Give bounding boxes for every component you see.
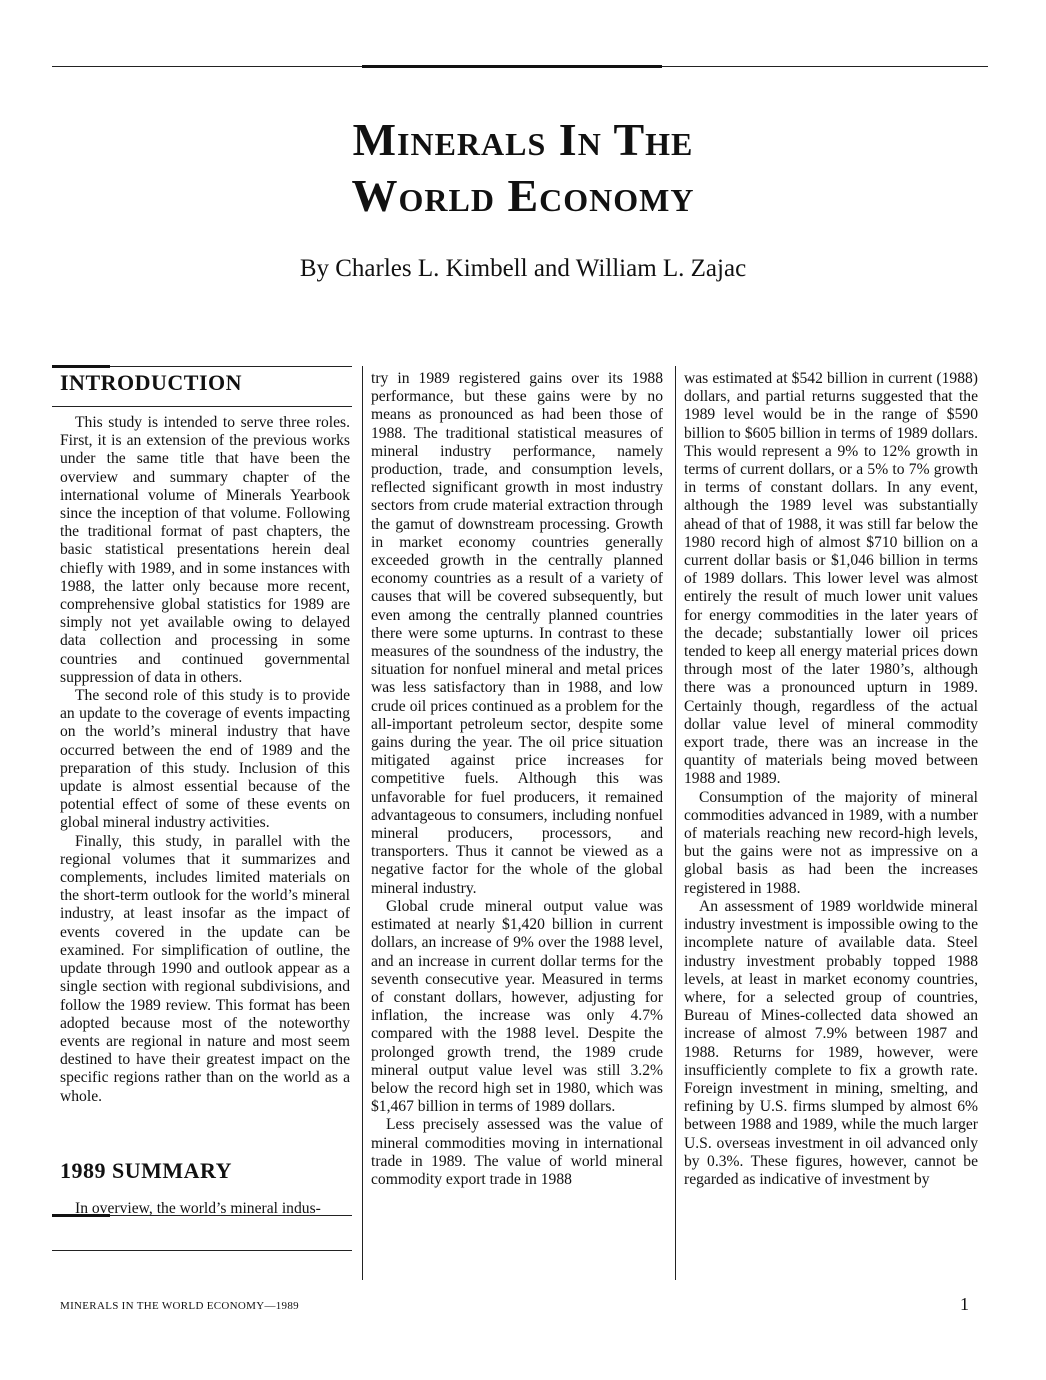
summary-paragraph: An assessment of 1989 worldwide mineral industry investment is impossible owing to the incomplete nature of available data. Steel industry investment probably topped 1988 levels, at least in market economy countries, where, for a selected group of countries, Bureau of Mines-collected data showed an increase of almost 7.9% between 1987 and 1988. Returns for 1989, however, were insufficiently complete to fix a growth rate. Foreign investment in mining, smelting, and refining by U.S. firms slumped by almost 6% between 1988 and 1989, while the much larger U.S. overseas investment in oil advanced only by 0.3%. These figures, however, cannot be regarded as indicative of investment by [684, 897, 978, 1188]
page-title [0, 112, 1046, 224]
introduction-paragraph: Finally, this study, in parallel with the regional volumes that it summarizes and complements, includes limited materials on the short-term outlook for the world’s mineral industry, at least insofar as the impact of events covered in the update can be examined. For simplification of outline, the update through 1990 and outlook appear as a single section with regional subdivisions, and follow the 1989 review. This format has been adopted because most of the noteworthy events are regional in nature and most seem destined to have their greatest impact on the specific regions rather than on the world as a whole. [60, 832, 350, 1105]
summary-paragraph-3-continued: was estimated at $542 billion in current (1988) dollars, and partial returns suggested that the 1989 level would be in the range of $590 billion to $605 billion in terms of 1989 dollars. This would represent a 9% to 12% growth in terms of current dollars, or a 5% to 7% growth in terms of constant dollars. In any event, although the 1989 level was substantially ahead of that of 1988, it was still far below the 1980 record high of almost $710 billion on a current dollar basis or $1,046 billion in terms of 1989 dollars. This lower level was almost entirely the result of much lower unit values for energy commodities in the later years of the decade; substantially lower oil prices tended to keep all energy material prices down through most of the later 1980’s, although there was a pronounced upturn in 1989. Certainly though, regardless of the actual dollar value level of mineral commodity export trade, there was an increase in the quantity of materials being moved between 1988 and 1989. [684, 370, 978, 788]
top-rule-accent [362, 65, 662, 68]
introduction-heading: INTRODUCTION [60, 370, 243, 395]
summary-paragraph-3-start: Less precisely assessed was the value of mineral commodities moving in international trade in 1989. The value of world mineral commodity export trade in 1988 [371, 1116, 663, 1188]
summary-paragraph: Consumption of the majority of mineral commodities advanced in 1989, with a number of materials reaching new record-high levels, but the gains were not as impressive on a global basis as had been the increases registered in 1988. [684, 788, 978, 897]
title-line-1: Minerals In The [352, 114, 694, 165]
running-footer: MINERALS IN THE WORLD ECONOMY—1989 [60, 1300, 299, 1312]
introduction-paragraph: The second role of this study is to provide an update to the coverage of events impacting on the world’s mineral industry that have occurred between the end of 1989 and the preparation of this study. Inclusion of this update is almost essential because of the potential effect of some of these events on global mineral industry activities. [60, 687, 350, 832]
summary-underline [52, 1250, 352, 1251]
column-divider-2 [675, 366, 676, 1280]
column-2 [371, 370, 663, 1189]
column-1 [60, 370, 350, 1218]
column-divider-1 [362, 366, 363, 1280]
summary-heading: 1989 SUMMARY [60, 1157, 233, 1183]
page-number: 1 [960, 1294, 969, 1314]
summary-paragraph-1-start: In overview, the world’s mineral indus- [75, 1199, 321, 1217]
column-3 [684, 370, 978, 1189]
summary-paragraph: Global crude mineral output value was estimated at nearly $1,420 billion in current dollars, an increase of 9% over the 1988 level, and an increase in current dollar terms for the seventh consecutive year. Measured in terms of constant dollars, however, adjusting for inflation, the increase was only 4.7% compared with the 1988 level. Despite the prolonged growth trend, the 1989 crude mineral output value level was still 3.2% below the record high set in 1980, which was $1,467 billion in terms of 1989 dollars. [371, 897, 663, 1116]
summary-paragraph-1-continued: try in 1989 registered gains over its 1988 performance, but these gains were by no means as pronounced as had been those of 1988. The traditional statistical measures of mineral industry performance, namely production, trade, and consumption levels, reflected significant growth in most industry sectors from crude material extraction through the gamut of downstream processing. Growth in market economy countries generally exceeded growth in the centrally planned economy countries as a result of a variety of causes that will be covered subsequently, but even among the centrally planned countries there were some upturns. In contrast to these measures of the soundness of the industry, the situation for nonfuel mineral and metal prices was less satisfactory than in 1988, and low crude oil prices continued as a problem for the all-important petroleum sector, despite some gains during the year. The oil price situation mitigated against price increases for competitive fuels. Although this was unfavorable for fuel producers, it remained advantageous to consumers, including nonfuel mineral producers, processors, and transporters. Thus it cannot be viewed as a negative factor for the whole of the global mineral industry. [371, 370, 663, 897]
title-line-2: World Economy [351, 170, 695, 221]
introduction-rule-accent [52, 365, 110, 368]
byline: By Charles L. Kimbell and William L. Zajac [299, 255, 747, 282]
introduction-paragraph: This study is intended to serve three roles. First, it is an extension of the previous works under the same title that have been the overview and summary chapter of the international volume of Minerals Yearbook since the inception of that volume. Following the traditional format of past chapters, the basic statistical presentations herein deal chiefly with 1989, and in some instances with 1988, the latter only because more recent, comprehensive global statistics for 1989 are simply not yet available owing to delayed data collection and processing in some countries and continued governmental suppression of data in others. [60, 414, 350, 686]
